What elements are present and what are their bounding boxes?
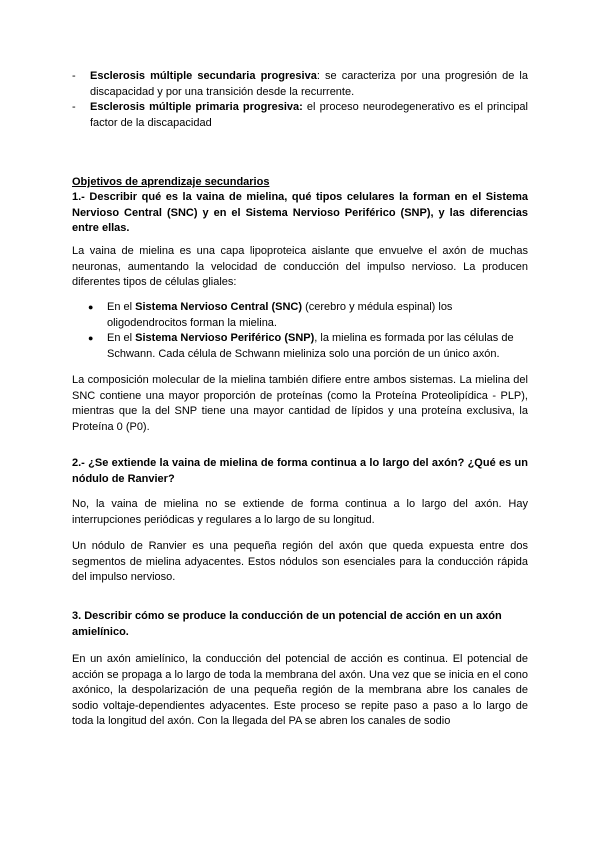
- question-3-title: 3. Describir cómo se produce la conducción de un potencial de acción en un axón amielínico.: [72, 610, 502, 638]
- list-item-term: Esclerosis múltiple secundaria progresiva: [90, 70, 317, 82]
- question-3-paragraph-1: En un axón amielínico, la conducción del potencial de acción es continua. El potencial de acción se propaga a lo largo de toda la membrana del axón. Una vez que se inicia en el cono axónico, la despolarización de una pequeña región de la membrana abre los canales de sodio voltaje-dependientes adyacentes. Este proceso se repite paso a paso a lo largo de toda la longitud del axón. Con la llegada del PA se abren los canales de sodio: [72, 653, 528, 727]
- question-1-title: 1.- Describir qué es la vaina de mielina, qué tipos celulares la forman en el Sistema Nervioso Central (SNC) y en el Sistema Nervioso Periférico (SNP), y las diferencias entre ellas.: [72, 191, 528, 234]
- list-item-text: se caracteriza por una progresión de la discapacidad y por una transición desde la recurrente.: [90, 70, 528, 98]
- question-2-paragraph-1: No, la vaina de mielina no se extiende de forma continua a lo largo del axón. Hay interrupciones periódicas y regulares a lo largo de su longitud.: [72, 498, 528, 526]
- question-1-paragraph-1: La vaina de mielina es una capa lipoproteica aislante que envuelve el axón de muchas neuronas, aumentando la velocidad de conducción del impulso nervioso. La producen diferentes tipos de células gliales:: [72, 245, 528, 288]
- bullet-icon: ●: [88, 302, 94, 312]
- question-2-title: 2.- ¿Se extiende la vaina de mielina de forma continua a lo largo del axón? ¿Qué es un nódulo de Ranvier?: [72, 457, 528, 485]
- list-item: [72, 100, 528, 131]
- bullet-bold: Sistema Nervioso Central (SNC): [135, 301, 303, 313]
- list-item-text: el proceso neurodegenerativo es el principal factor de la discapacidad: [90, 101, 528, 129]
- question-1-paragraph-2: La composición molecular de la mielina también difiere entre ambos sistemas. La mielina del SNC contiene una mayor proporción de proteínas (como la Proteína Proteolipídica - PLP), mientras que la del SNP tiene una mayor cantidad de lípidos y una proteína exclusiva, la Proteína 0 (P0).: [72, 374, 528, 433]
- list-item: [72, 69, 528, 100]
- bullet-icon: ●: [88, 333, 94, 343]
- dash-bullet: -: [72, 101, 76, 113]
- bullet-text: En el: [107, 301, 136, 313]
- list-item-colon: :: [316, 70, 320, 82]
- bullet-text: (cerebro y médula espinal) los oligodendrocitos forman la mielina.: [107, 301, 453, 329]
- dash-bullet: -: [72, 70, 76, 82]
- section-title: Objetivos de aprendizaje secundarios: [72, 176, 270, 188]
- list-item: [88, 300, 528, 331]
- bullet-text: En el: [107, 332, 136, 344]
- list-item: [88, 331, 528, 362]
- bullet-text: , la mielina es formada por las células de Schwann. Cada célula de Schwann mieliniza solo una porción de un único axón.: [107, 332, 514, 360]
- bullet-bold: Sistema Nervioso Periférico (SNP): [135, 332, 315, 344]
- list-item-term: Esclerosis múltiple primaria progresiva:: [90, 101, 303, 113]
- question-2-paragraph-2: Un nódulo de Ranvier es una pequeña región del axón que queda expuesta entre dos segmentos de mielina adyacentes. Estos nódulos son esenciales para la conducción rápida del impulso nervioso.: [72, 540, 528, 583]
